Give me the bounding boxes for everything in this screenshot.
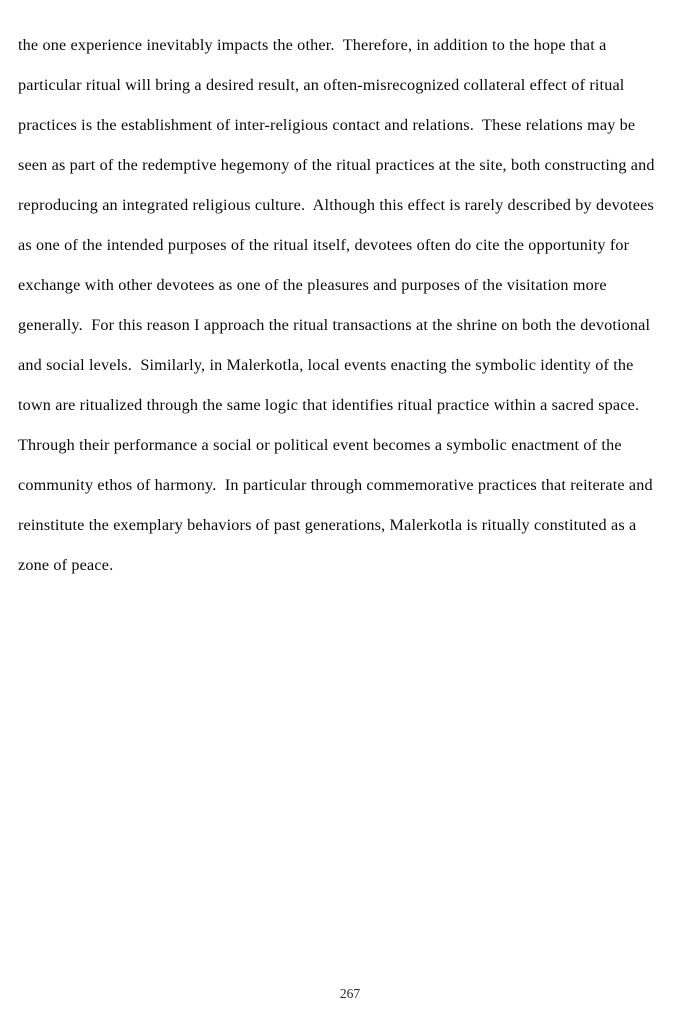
- body-text-block: [18, 25, 684, 585]
- text-line: zone of peace.: [18, 556, 114, 574]
- text-line: particular ritual will bring a desired result, an often-misrecognized collateral effect of ritual: [18, 76, 625, 94]
- text-line: Through their performance a social or political event becomes a symbolic enactment of the: [18, 436, 622, 454]
- text-line: town are ritualized through the same logic that identifies ritual practice within a sacred space.: [18, 396, 640, 414]
- text-line: practices is the establishment of inter-religious contact and relations. These relations may be: [18, 116, 636, 134]
- text-line: community ethos of harmony. In particular through commemorative practices that reiterate and: [18, 476, 653, 494]
- text-line: and social levels. Similarly, in Malerkotla, local events enacting the symbolic identity of the: [18, 356, 634, 374]
- text-line: seen as part of the redemptive hegemony of the ritual practices at the site, both constructing and: [18, 156, 655, 174]
- text-line: generally. For this reason I approach the ritual transactions at the shrine on both the devotional: [18, 316, 651, 334]
- text-line: exchange with other devotees as one of the pleasures and purposes of the visitation more: [18, 276, 607, 294]
- text-line: reinstitute the exemplary behaviors of past generations, Malerkotla is ritually constituted as a: [18, 516, 637, 534]
- text-line: as one of the intended purposes of the ritual itself, devotees often do cite the opportunity for: [18, 236, 630, 254]
- page-number: 267: [339, 986, 361, 1001]
- text-line: the one experience inevitably impacts the other. Therefore, in addition to the hope that a: [18, 36, 607, 54]
- text-line: reproducing an integrated religious culture. Although this effect is rarely described by devotees: [18, 196, 654, 214]
